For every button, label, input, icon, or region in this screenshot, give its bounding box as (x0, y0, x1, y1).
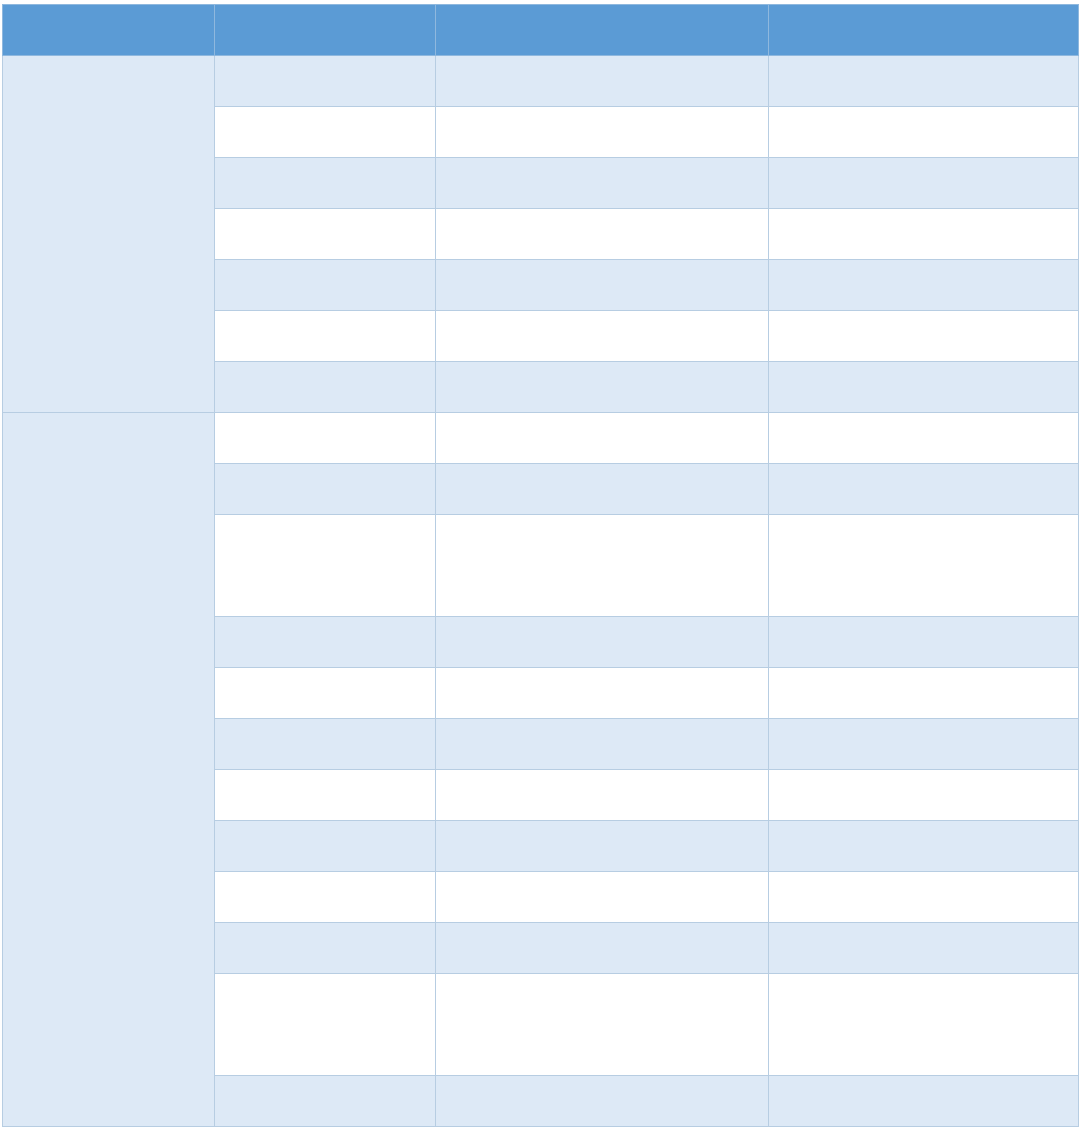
unit-cell (769, 974, 1079, 1076)
time-cell (215, 821, 436, 872)
table-row (3, 413, 1079, 464)
time-cell (215, 413, 436, 464)
program-cell (436, 770, 769, 821)
program-cell (436, 464, 769, 515)
time-cell (215, 311, 436, 362)
program-cell (436, 311, 769, 362)
header-row (3, 5, 1079, 56)
header-venue (3, 5, 215, 56)
time-cell (215, 719, 436, 770)
program-cell (436, 668, 769, 719)
program-cell (436, 413, 769, 464)
program-cell (436, 1076, 769, 1127)
time-cell (215, 464, 436, 515)
schedule-table (2, 4, 1079, 1127)
unit-cell (769, 209, 1079, 260)
program-cell (436, 872, 769, 923)
time-cell (215, 668, 436, 719)
unit-cell (769, 311, 1079, 362)
unit-cell (769, 923, 1079, 974)
time-cell (215, 158, 436, 209)
header-unit (769, 5, 1079, 56)
time-cell (215, 770, 436, 821)
unit-cell (769, 719, 1079, 770)
unit-cell (769, 668, 1079, 719)
venue-cell (3, 413, 215, 1127)
unit-cell (769, 56, 1079, 107)
time-cell (215, 209, 436, 260)
unit-cell (769, 158, 1079, 209)
time-cell (215, 260, 436, 311)
unit-cell (769, 464, 1079, 515)
time-cell (215, 974, 436, 1076)
unit-cell (769, 821, 1079, 872)
program-cell (436, 974, 769, 1076)
program-cell (436, 515, 769, 617)
venue-cell (3, 56, 215, 413)
time-cell (215, 56, 436, 107)
table-row (3, 56, 1079, 107)
program-cell (436, 260, 769, 311)
time-cell (215, 923, 436, 974)
program-cell (436, 617, 769, 668)
program-cell (436, 362, 769, 413)
time-cell (215, 617, 436, 668)
unit-cell (769, 362, 1079, 413)
program-cell (436, 158, 769, 209)
program-cell (436, 209, 769, 260)
program-cell (436, 719, 769, 770)
program-cell (436, 107, 769, 158)
unit-cell (769, 260, 1079, 311)
unit-cell (769, 770, 1079, 821)
time-cell (215, 107, 436, 158)
header-time (215, 5, 436, 56)
program-cell (436, 923, 769, 974)
program-cell (436, 56, 769, 107)
time-cell (215, 362, 436, 413)
time-cell (215, 1076, 436, 1127)
header-program (436, 5, 769, 56)
unit-cell (769, 107, 1079, 158)
unit-cell (769, 1076, 1079, 1127)
time-cell (215, 515, 436, 617)
program-cell (436, 821, 769, 872)
unit-cell (769, 515, 1079, 617)
unit-cell (769, 872, 1079, 923)
time-cell (215, 872, 436, 923)
unit-cell (769, 617, 1079, 668)
unit-cell (769, 413, 1079, 464)
schedule-body (3, 56, 1079, 1127)
